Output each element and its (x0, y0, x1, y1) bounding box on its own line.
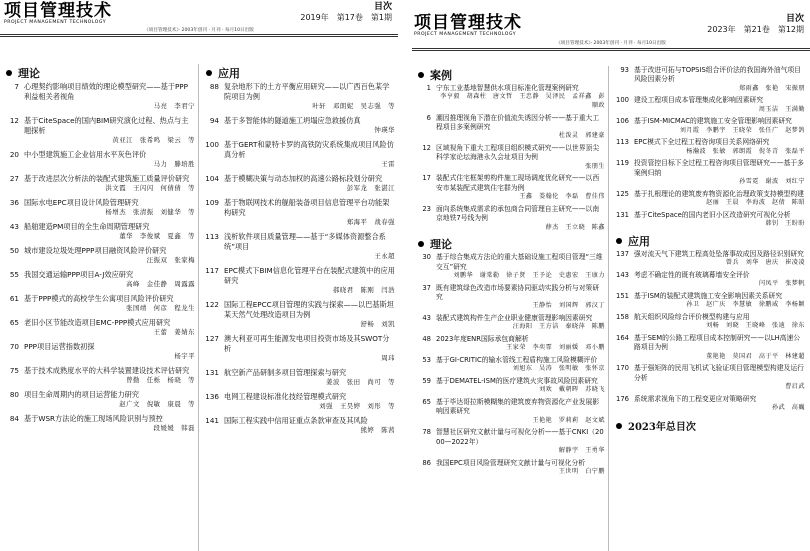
article-authors: 解静宇 王勇华 (558, 447, 605, 455)
page-number: 53 (422, 356, 431, 365)
page-number: 65 (422, 398, 431, 407)
masthead-issue (300, 2, 392, 23)
page-number: 55 (9, 270, 19, 279)
page-number: 65 (9, 318, 19, 327)
article-title: 基于改进可拓与TOPSIS组合评价法的我国海外油气项目风险因素分析 (634, 66, 801, 84)
article-title: 2023年度ENR国际承包商解析 (436, 335, 529, 344)
toc-entry (412, 356, 608, 374)
article-title: EPC模式下BIM信息化管理平台在装配式建筑中的应用研究 (224, 266, 395, 285)
page-number: 151 (616, 291, 629, 300)
article-authors: 王艳艳 罗莉莉 赵文斌 (532, 416, 605, 424)
toc-entry (412, 284, 608, 311)
entry-list (0, 82, 198, 433)
page-number: 48 (422, 335, 431, 344)
logo-en: PROJECT MANAGEMENT TECHNOLOGY (414, 32, 517, 37)
page-number: 93 (620, 66, 629, 74)
article-title: 航天组织风险综合评价模型构建与应用 (634, 312, 750, 321)
toc-entry (200, 174, 398, 193)
page-number: 131 (205, 368, 219, 377)
page-number: 7 (14, 82, 19, 91)
article-authors: 刘强 王昊婷 刘彤 等 (319, 402, 395, 410)
toc-heading: 目次 (785, 14, 804, 24)
article-title: 系统需求视角下的工程变更应对策略研究 (634, 394, 757, 403)
article-title: 智慧社区研究文献计量与可视化分析——基于CNKI（2000—2022年） (436, 428, 604, 446)
article-title: 心理契约影响项目绩效的理论模型研究——基于PPP利益相关者视角 (24, 82, 188, 101)
article-authors: 张国靖 何彦 程龙生 (126, 304, 195, 312)
article-title: 基于DEMATEL-ISM的医疗建筑火灾事故风险因素研究 (436, 377, 598, 386)
entry-list (412, 253, 608, 477)
article-authors: 薛杰 王立晓 陈鑫 (545, 223, 605, 231)
page-number: 6 (426, 113, 431, 122)
article-title: 强对流天气下建筑工程高处坠落事故成因及路径识别研究 (634, 249, 804, 258)
article-authors: 高峰 金佳静 周露露 (126, 280, 195, 288)
article-authors: 杨瀚波 张敏 郭朗霞 倪冬青 张磊平 (686, 147, 805, 155)
page-number: 30 (422, 253, 431, 262)
right-col-a (412, 66, 608, 480)
article-authors: 杨增杰 张清振 刘健华 等 (105, 208, 195, 216)
toc-entry (610, 364, 808, 391)
article-title: 国际水电EPC项目设计风险管理研究 (24, 198, 139, 207)
article-title: 基于ISM-MICMAC的建筑施工安全管理影响因素研究 (634, 117, 792, 126)
article-authors: 曾勤 任栎 杨晓 等 (126, 376, 195, 384)
article-authors: 赵广文 倪敏 康晨 等 (119, 400, 195, 408)
section-heading: 案例 (412, 66, 608, 84)
article-authors: 曾兵 刘华 唐庆 崔凌凌 (725, 259, 805, 267)
article-title: 基于多智能体的隧道施工坍塌应急救援仿真 (224, 116, 361, 125)
page-number: 1 (426, 84, 431, 92)
toc-entry (200, 116, 398, 135)
article-title: 我国EPC项目风险管理研究文献计量与可视化分析 (436, 458, 586, 467)
article-title: 老旧小区节能改造项目EMC-PPP模式应用研究 (24, 318, 171, 327)
page-number: 131 (616, 210, 629, 219)
page-number: 143 (616, 270, 629, 279)
article-title: 项目生命周期内的项目运营能力研究 (24, 390, 140, 399)
page-number: 43 (9, 222, 19, 231)
article-authors: 王蕾 姜婧东 (153, 328, 195, 336)
article-authors: 闫凤平 张梦帆 (758, 280, 805, 288)
toc-entry (610, 313, 808, 331)
page-number: 20 (9, 150, 19, 159)
toc-entry (412, 377, 608, 395)
article-title: 宁东工业基地智慧供水项目标准化管理案例研究 (436, 84, 579, 92)
toc-entry (412, 253, 608, 280)
left-col-a (0, 64, 198, 438)
article-title: 基于物联网技术的舰船装备项目信息管理平台功能架构研究 (224, 198, 390, 217)
article-title: 澳大利亚可再生能源发电项目投资市场及其SWOT分析 (224, 334, 390, 353)
page-number: 27 (9, 174, 19, 183)
article-authors: 王鑫 娄翰伦 李磊 曹佳伟 (519, 193, 605, 201)
toc-entry (412, 174, 608, 201)
bullet-icon (206, 70, 212, 76)
article-authors: 杨宇平 (174, 352, 195, 360)
section-heading: 应用 (610, 232, 808, 250)
article-title: 基于毕达哥拉斯模糊集的建筑废弃物资源化产业发展影响因素研究 (436, 398, 600, 416)
page-number: 59 (422, 377, 431, 386)
bullet-icon (418, 72, 424, 78)
toc-entry (200, 368, 398, 387)
article-authors: 洪文霞 王闪闪 何倩倩 等 (105, 184, 195, 192)
page-number: 70 (9, 342, 19, 351)
bullet-icon (616, 423, 622, 429)
toc-entry (412, 428, 608, 455)
right-page (412, 0, 810, 551)
page-number: 109 (205, 198, 219, 207)
toc-entry (412, 205, 608, 232)
article-authors: 郑海平 战春强 (346, 218, 395, 226)
article-title: 潮因推理视角下潜在价值流失诱因分析——基于重大工程项目多案例研究 (436, 113, 600, 131)
toc-entry (610, 66, 808, 93)
toc-entry (0, 342, 198, 361)
column-divider (198, 64, 199, 551)
article-authors: 孙雪霓 谢波 刘红宁 (739, 178, 805, 186)
toc-entry (0, 270, 198, 289)
page-number: 104 (205, 174, 219, 183)
toc-entry (200, 416, 398, 435)
article-authors: 赵丽 王晨 李海波 赵倩 陈昭 (706, 199, 805, 207)
article-title: 基于ISM的装配式建筑施工安全影响因素关系研究 (634, 291, 783, 300)
article-authors: 王雷 (381, 160, 395, 168)
toc-entry (610, 395, 808, 413)
article-authors: 孙卫 赵广庆 李慧敏 徐鹏威 李杨颖 (686, 301, 805, 309)
logo-en: PROJECT MANAGEMENT TECHNOLOGY (4, 20, 107, 25)
page-number: 86 (422, 458, 431, 467)
header-rule (412, 50, 810, 51)
toc-entry (0, 246, 198, 265)
article-authors: 王静怡 刘国辉 郭汉丁 (532, 302, 605, 310)
toc-entry (0, 198, 198, 217)
article-authors: 刘月霞 李鹏宇 王晓荣 张任广 赵梦鸽 (679, 126, 805, 134)
article-title: 基于GERT和蒙特卡罗的高铁防灾系统集成项目风险仿真分析 (224, 140, 394, 159)
toc-entry (412, 314, 608, 332)
article-title: 装配式建筑构件生产企业职业健康管理影响因素研究 (436, 314, 593, 323)
article-authors: 彭军龙 张湛江 (346, 184, 395, 192)
page-number: 50 (9, 246, 19, 255)
article-title: 基于强矩阵的民用飞机试飞验证项目管理模型构建及运行分析 (634, 364, 804, 382)
article-title: 国际工程实践中信用证重点条款审查及其风险 (224, 416, 368, 425)
article-authors: 郑雨鑫 张艳 宋振朋 (739, 84, 805, 92)
page-number: 43 (422, 314, 431, 323)
article-title: 城市建设垃圾处理PPP项目融资风险评价研究 (24, 246, 167, 255)
toc-entry (412, 459, 608, 477)
toc-entry (0, 366, 198, 385)
column-divider (608, 66, 609, 551)
article-authors: 刘欢 戴朝晖 苏晓飞 (539, 386, 605, 394)
article-authors: 黄亚江 张希鸣 梁云 等 (112, 136, 195, 144)
article-authors: 王永超 (374, 252, 395, 260)
toc-entry (0, 150, 198, 169)
toc-entry (610, 292, 808, 310)
toc-entry (412, 398, 608, 425)
toc-entry (610, 211, 808, 229)
article-title: 基于CiteSpace的国内BIM研究演化过程、热点与主题探析 (24, 116, 189, 135)
toc-entry (610, 271, 808, 289)
toc-entry (0, 318, 198, 337)
toc-entry (200, 300, 398, 329)
toc-entry (412, 114, 608, 141)
page-number: 100 (205, 140, 219, 149)
article-authors: 汪振双 张家梅 (146, 256, 195, 264)
toc-entry (610, 190, 808, 208)
page-number: 23 (422, 204, 431, 213)
page-number: 137 (616, 249, 629, 258)
logo-cn: 项目管理技术 (4, 1, 112, 21)
article-authors: 段媛媛 韩磊 (153, 424, 195, 432)
article-title: 基于CiteSpace的国内老旧小区改造研究可视化分析 (634, 210, 791, 219)
article-title: 浅析软件项目质量管理——基于“多媒体资源整合系统”项目 (224, 232, 386, 251)
section-heading: 理论 (412, 235, 608, 253)
article-authors: 姜波 张田 尚可 等 (326, 378, 395, 386)
page-number: 113 (616, 138, 629, 147)
header-rule (0, 34, 398, 35)
toc-heading: 目次 (373, 2, 392, 12)
page-number: 106 (616, 117, 629, 126)
toc-entry (200, 392, 398, 411)
page-number: 119 (616, 159, 629, 168)
page-number: 164 (616, 333, 629, 342)
page-gutter (398, 0, 412, 551)
toc-entry (610, 334, 808, 361)
article-authors: 叶轩 邓朗妮 吴志强 等 (312, 102, 395, 110)
article-title: 考虑不确定性的既有玻璃幕墙安全评价 (634, 270, 750, 279)
page-number: 141 (205, 416, 219, 425)
article-authors: 杜泼灵 郭建豪 (558, 132, 605, 140)
section-heading: 理论 (0, 64, 198, 82)
page-number: 12 (422, 144, 431, 152)
toc-entry (0, 116, 198, 145)
page-number: 61 (9, 294, 19, 303)
article-authors: 李亨毅 胡森柱 唐文哲 王忠静 吴泽民 孟祥鑫 彭顺政 (440, 93, 605, 109)
page-number: 170 (616, 364, 629, 373)
toc-entry (0, 174, 198, 193)
left-page (0, 0, 398, 551)
header-rule (0, 36, 398, 37)
article-title: 复杂地形下的土方平衡应用研究——以广西百色某学院项目为例 (224, 82, 390, 101)
toc-entry (0, 390, 198, 409)
entry-list (610, 66, 808, 229)
article-title: 基于扎根理论的建筑废弃物资源化治理政策支持模型构建 (634, 189, 804, 198)
article-authors: 韩钊 王盼盼 (765, 220, 805, 228)
article-title: 基于SEM的公路工程项目成本控制研究——以LH高速公路项目为例 (634, 333, 801, 352)
bullet-icon (616, 238, 622, 244)
toc-entry (200, 82, 398, 111)
article-title: 电网工程建设标准化技经管理模式研究 (224, 392, 347, 401)
article-authors: 郝晓君 陈刚 闫浩 (332, 286, 395, 294)
page-number: 127 (205, 334, 219, 343)
page-number: 125 (616, 189, 629, 198)
article-title: 基于模糊决策与动态加权的高速公路标段划分研究 (224, 174, 383, 183)
toc-entry (412, 144, 608, 171)
article-authors: 刘旭东 吴涛 张明敏 张怀京 (512, 365, 605, 373)
article-title: 基于PPP模式的高校学生公寓项目风险评价研究 (24, 294, 174, 303)
article-authors: 熊婷 陈茜 (360, 426, 395, 434)
article-title: EPC模式下全过程工程咨询项目关系网络研究 (634, 138, 770, 147)
page-number: 75 (9, 366, 19, 375)
article-authors: 刘鹏华 谢棠勒 徐子贤 王予论 史惠宏 王康力 (453, 272, 605, 280)
article-title: 中小型建筑施工企业信用水平灰色评价 (24, 150, 147, 159)
toc-entry (412, 84, 608, 111)
article-authors: 马力 滕培胜 (153, 160, 195, 168)
page-number: 122 (205, 300, 219, 309)
article-title: 投资管控目标下全过程工程咨询项目管理研究——基于多案例归纳 (634, 159, 804, 177)
toc-entry (0, 414, 198, 433)
toc-entry (610, 159, 808, 186)
toc-entry (200, 232, 398, 261)
toc-entry (0, 82, 198, 111)
article-authors: 董华 李俊斌 夏鑫 等 (119, 232, 195, 240)
toc-entry (200, 198, 398, 227)
page-number: 12 (9, 116, 19, 125)
article-authors: 舒畅 刘凯 (360, 320, 395, 328)
article-title: 航空新产品研制多项目管理探索与研究 (224, 368, 347, 377)
logo-cn: 项目管理技术 (414, 13, 522, 33)
article-authors: 周玉洁 王满勤 (758, 105, 805, 113)
toc-entry (200, 266, 398, 295)
article-title: 我国交通运输PPP项目A-J效应研究 (24, 270, 134, 279)
article-authors: 周玮 (381, 354, 395, 362)
article-authors: 曹启武 (785, 383, 805, 391)
page-number: 78 (422, 428, 431, 437)
entry-list (200, 82, 398, 435)
masthead-logo (414, 14, 522, 38)
article-title: 装配式住宅框架剪构件施工现场调度优化研究——以西安市某装配式建筑住宅群为例 (436, 174, 600, 192)
article-title: 面向系统集成需求的承包商合同管理自主研究——以南京地铁7号线为例 (436, 204, 600, 223)
page-number: 117 (205, 266, 219, 275)
article-title: 基于GI-CRITIC的输水管线工程盾构施工风险模糊评价 (436, 356, 598, 365)
section-heading: 应用 (200, 64, 398, 82)
page-number: 37 (422, 283, 431, 292)
toc-entry (0, 222, 198, 241)
issue-info: 2019年 第17卷 第1期 (300, 13, 392, 22)
article-authors: 王世明 白宁鹏 (558, 468, 605, 476)
entry-list (412, 84, 608, 232)
toc-entry (610, 138, 808, 156)
toc-entry (200, 334, 398, 363)
masthead-logo (4, 2, 112, 26)
header-rule (412, 48, 810, 49)
page-number: 136 (205, 392, 219, 401)
issue-info: 2023年 第21卷 第12期 (707, 25, 804, 34)
toc-entry (200, 140, 398, 169)
article-authors: 张朋生 (585, 162, 605, 170)
article-authors: 钟瑛华 (374, 126, 395, 134)
page-number: 36 (9, 198, 19, 207)
article-authors: 王家荣 李奕霏 刘丽媛 邓小鹏 (506, 344, 605, 352)
article-title: 船舶建造PM项目的全生命周期管理研究 (24, 222, 150, 231)
bullet-icon (6, 70, 12, 76)
article-authors: 汪海阳 王方洁 秦晓萍 陈鹏 (512, 323, 605, 331)
article-authors: 董艳艳 莫国君 高于平 林建超 (706, 352, 805, 360)
page-number: 84 (9, 414, 19, 423)
right-col-b (610, 66, 808, 435)
page-number: 94 (209, 116, 219, 125)
article-title: 基于技术成熟度水平的大科学装置建设技术评估研究 (24, 366, 190, 375)
toc-entry (610, 117, 808, 135)
toc-entry (610, 96, 808, 114)
article-title: 基于WSR方法论的施工现场风险识别与预控 (24, 414, 163, 423)
article-authors: 马亮 李君宁 (153, 102, 195, 110)
publication-subline: 《项目管理技术》· 2003年创刊 · 月刊 · 每月10日出版 (556, 41, 666, 46)
toc-entry (610, 250, 808, 268)
article-title: 既有建筑绿色改造市场要素协同驱动实践分析与对策研究 (436, 283, 600, 302)
annual-index-heading: 2023年总目次 (610, 417, 808, 435)
page-number: 176 (616, 394, 629, 403)
article-title: 基于改进层次分析法的装配式建筑施工质量评价研究 (24, 174, 190, 183)
masthead-issue (707, 14, 804, 35)
article-title: 建设工程项目成本管理集成化影响因素研究 (634, 96, 764, 105)
page-number: 17 (422, 174, 431, 183)
page-number: 80 (9, 390, 19, 399)
toc-entry (412, 335, 608, 353)
page-number: 100 (616, 96, 629, 105)
article-title: 区域视角下重大工程项目组织模式研究——以世界顶尖科学家论坛海港永久会址项目为例 (436, 144, 600, 162)
article-title: 国际工程EPCC项目管理的实践与探索——以巴基斯坦某天然气处理改造项目为例 (224, 300, 394, 319)
page-number: 88 (209, 82, 219, 91)
article-title: PPP项目运营指数初探 (24, 342, 95, 351)
article-authors: 刘畅 刘晓 王晓峰 张迪 徐东 (706, 322, 805, 330)
bullet-icon (418, 241, 424, 247)
page-number: 113 (205, 232, 219, 241)
entry-list (610, 250, 808, 413)
page-number: 158 (616, 312, 629, 321)
article-authors: 孙武 高巍 (772, 404, 805, 412)
left-col-b (200, 64, 398, 440)
article-title: 基于综合集成方法论的重大基础设施工程项目管理“三维交互”研究 (436, 253, 603, 271)
publication-subline: 《项目管理技术》· 2003年创刊 · 月刊 · 每月10日出版 (144, 28, 254, 33)
toc-entry (0, 294, 198, 313)
